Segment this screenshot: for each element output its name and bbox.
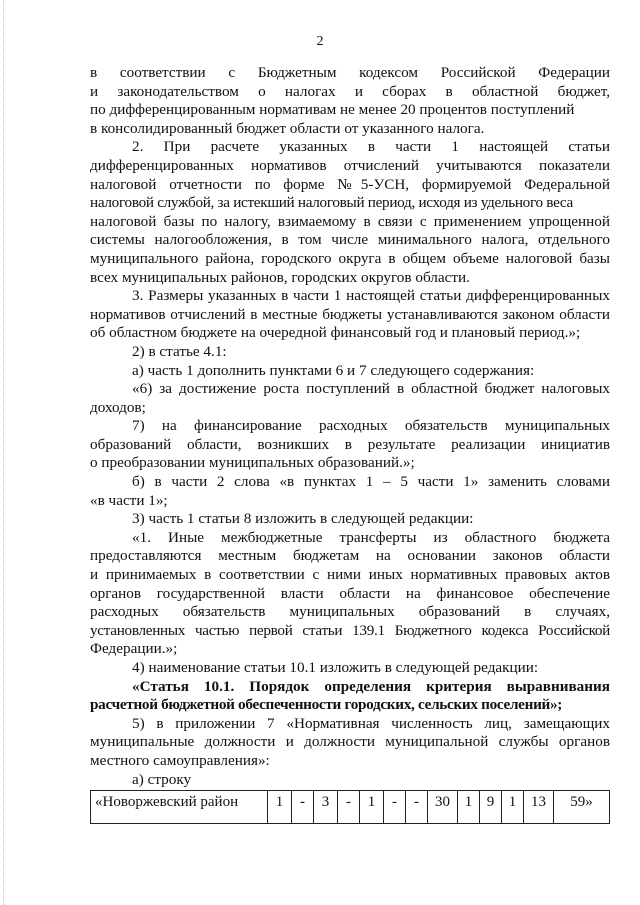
table-cell: 59» bbox=[553, 791, 609, 823]
text-line: органов государственной власти области на финансовое обеспечение bbox=[90, 584, 610, 602]
text-line: «6) за достижение роста поступлений в областной бюджет налоговых bbox=[132, 380, 610, 398]
table-cell: 1 bbox=[457, 791, 479, 823]
table-cell: 30 bbox=[427, 791, 457, 823]
table-cell: 1 bbox=[501, 791, 523, 823]
text-line: всех муниципальных районов, городских округов области. bbox=[90, 268, 470, 286]
text-line: 4) наименование статьи 10.1 изложить в следующей редакции: bbox=[132, 659, 539, 676]
table-cell: 1 bbox=[359, 791, 383, 823]
text-line: и принимаемых в соответствии с ними иных нормативных правовых актов bbox=[90, 566, 610, 584]
text-line: и законодательством о налогах и сборах в областной бюджет, bbox=[90, 82, 610, 100]
text-line: налоговой отчетности по форме №5-УСН, формируемой Федеральной bbox=[90, 175, 610, 193]
text-line: образований области, возникших в результате реализации инициатив bbox=[90, 435, 610, 453]
text-line: а) строку bbox=[132, 770, 192, 788]
text-line: об областном бюджете на очередной финансовый год и плановый период.»; bbox=[90, 324, 581, 342]
text-line: 7) на финансирование расходных обязательств муниципальных bbox=[132, 417, 610, 435]
table-cell: - bbox=[383, 791, 405, 823]
text-line: муниципальные должности и должности муниципальной службы органов bbox=[90, 733, 610, 751]
text-line: местного самоуправления»: bbox=[90, 751, 270, 769]
table-cell: 1 bbox=[267, 791, 291, 823]
text-line: по дифференцированным нормативам не менее 20 процентов поступлений bbox=[90, 101, 575, 119]
table-cell: - bbox=[405, 791, 427, 823]
text-line: нормативов отчислений в местные бюджеты устанавливаются законом области bbox=[90, 305, 610, 323]
text-line: б) в части 2 слова «в пунктах 1 – 5 части 1» заменить словами bbox=[132, 473, 610, 491]
text-line: расчетной бюджетной обеспеченности городских, сельских поселений»; bbox=[90, 696, 563, 714]
table-cell: 9 bbox=[479, 791, 501, 823]
document-body bbox=[90, 64, 610, 824]
table-cell: - bbox=[291, 791, 313, 823]
text-line: «1. Иные межбюджетные трансферты из областного бюджета bbox=[132, 528, 610, 546]
text-line: в консолидированный бюджет области от указанного налога. bbox=[90, 119, 485, 137]
table-row bbox=[90, 790, 610, 824]
page-edge bbox=[3, 0, 5, 905]
text-line: 2) в статье 4.1: bbox=[132, 342, 227, 360]
text-line: налоговой службой, за истекший налоговый период, исходя из удельного веса bbox=[90, 194, 573, 212]
text-line: 2. При расчете указанных в части 1 настоящей статьи bbox=[132, 138, 610, 156]
text-line: о преобразовании муниципальных образований.»; bbox=[90, 454, 415, 472]
page-number: 2 bbox=[316, 34, 324, 49]
text-line: дифференцированных нормативов отчислений учитываются показатели bbox=[90, 156, 610, 174]
text-line: 5) в приложении 7 «Нормативная численность лиц, замещающих bbox=[132, 714, 610, 732]
table-cell: - bbox=[337, 791, 359, 823]
text-line: 3) часть 1 статьи 8 изложить в следующей редакции: bbox=[132, 510, 474, 528]
text-line: налоговой базы по налогу, взимаемому в связи с применением упрощенной bbox=[90, 212, 610, 230]
text-line: муниципального района, городского округа в общем объеме налоговой базы bbox=[90, 249, 610, 267]
text-line: «Статья 10.1. Порядок определения критерия выравнивания bbox=[132, 677, 610, 695]
text-line: расходных обязательств муниципальных образований в случаях, bbox=[90, 603, 610, 621]
text-line: предоставляются местным бюджетам на основании законов области bbox=[90, 547, 610, 565]
table-cell: 13 bbox=[523, 791, 553, 823]
text-line: 3. Размеры указанных в части 1 настоящей статьи дифференцированных bbox=[132, 287, 610, 305]
table-cell: 3 bbox=[313, 791, 337, 823]
text-line: установленных частью первой статьи 139.1 Бюджетного кодекса Российской bbox=[90, 621, 610, 639]
text-line: в соответствии с Бюджетным кодексом Российской Федерации bbox=[90, 64, 610, 81]
text-line: а) часть 1 дополнить пунктами 6 и 7 следующего содержания: bbox=[132, 361, 535, 379]
text-line: системы налогообложения, в том числе минимального налога, отдельного bbox=[90, 231, 610, 249]
text-line: «в части 1»; bbox=[90, 491, 168, 509]
table-cell: «Новоржевский район bbox=[95, 794, 239, 811]
text-line: доходов; bbox=[90, 398, 146, 416]
text-line: Федерации.»; bbox=[90, 640, 178, 658]
